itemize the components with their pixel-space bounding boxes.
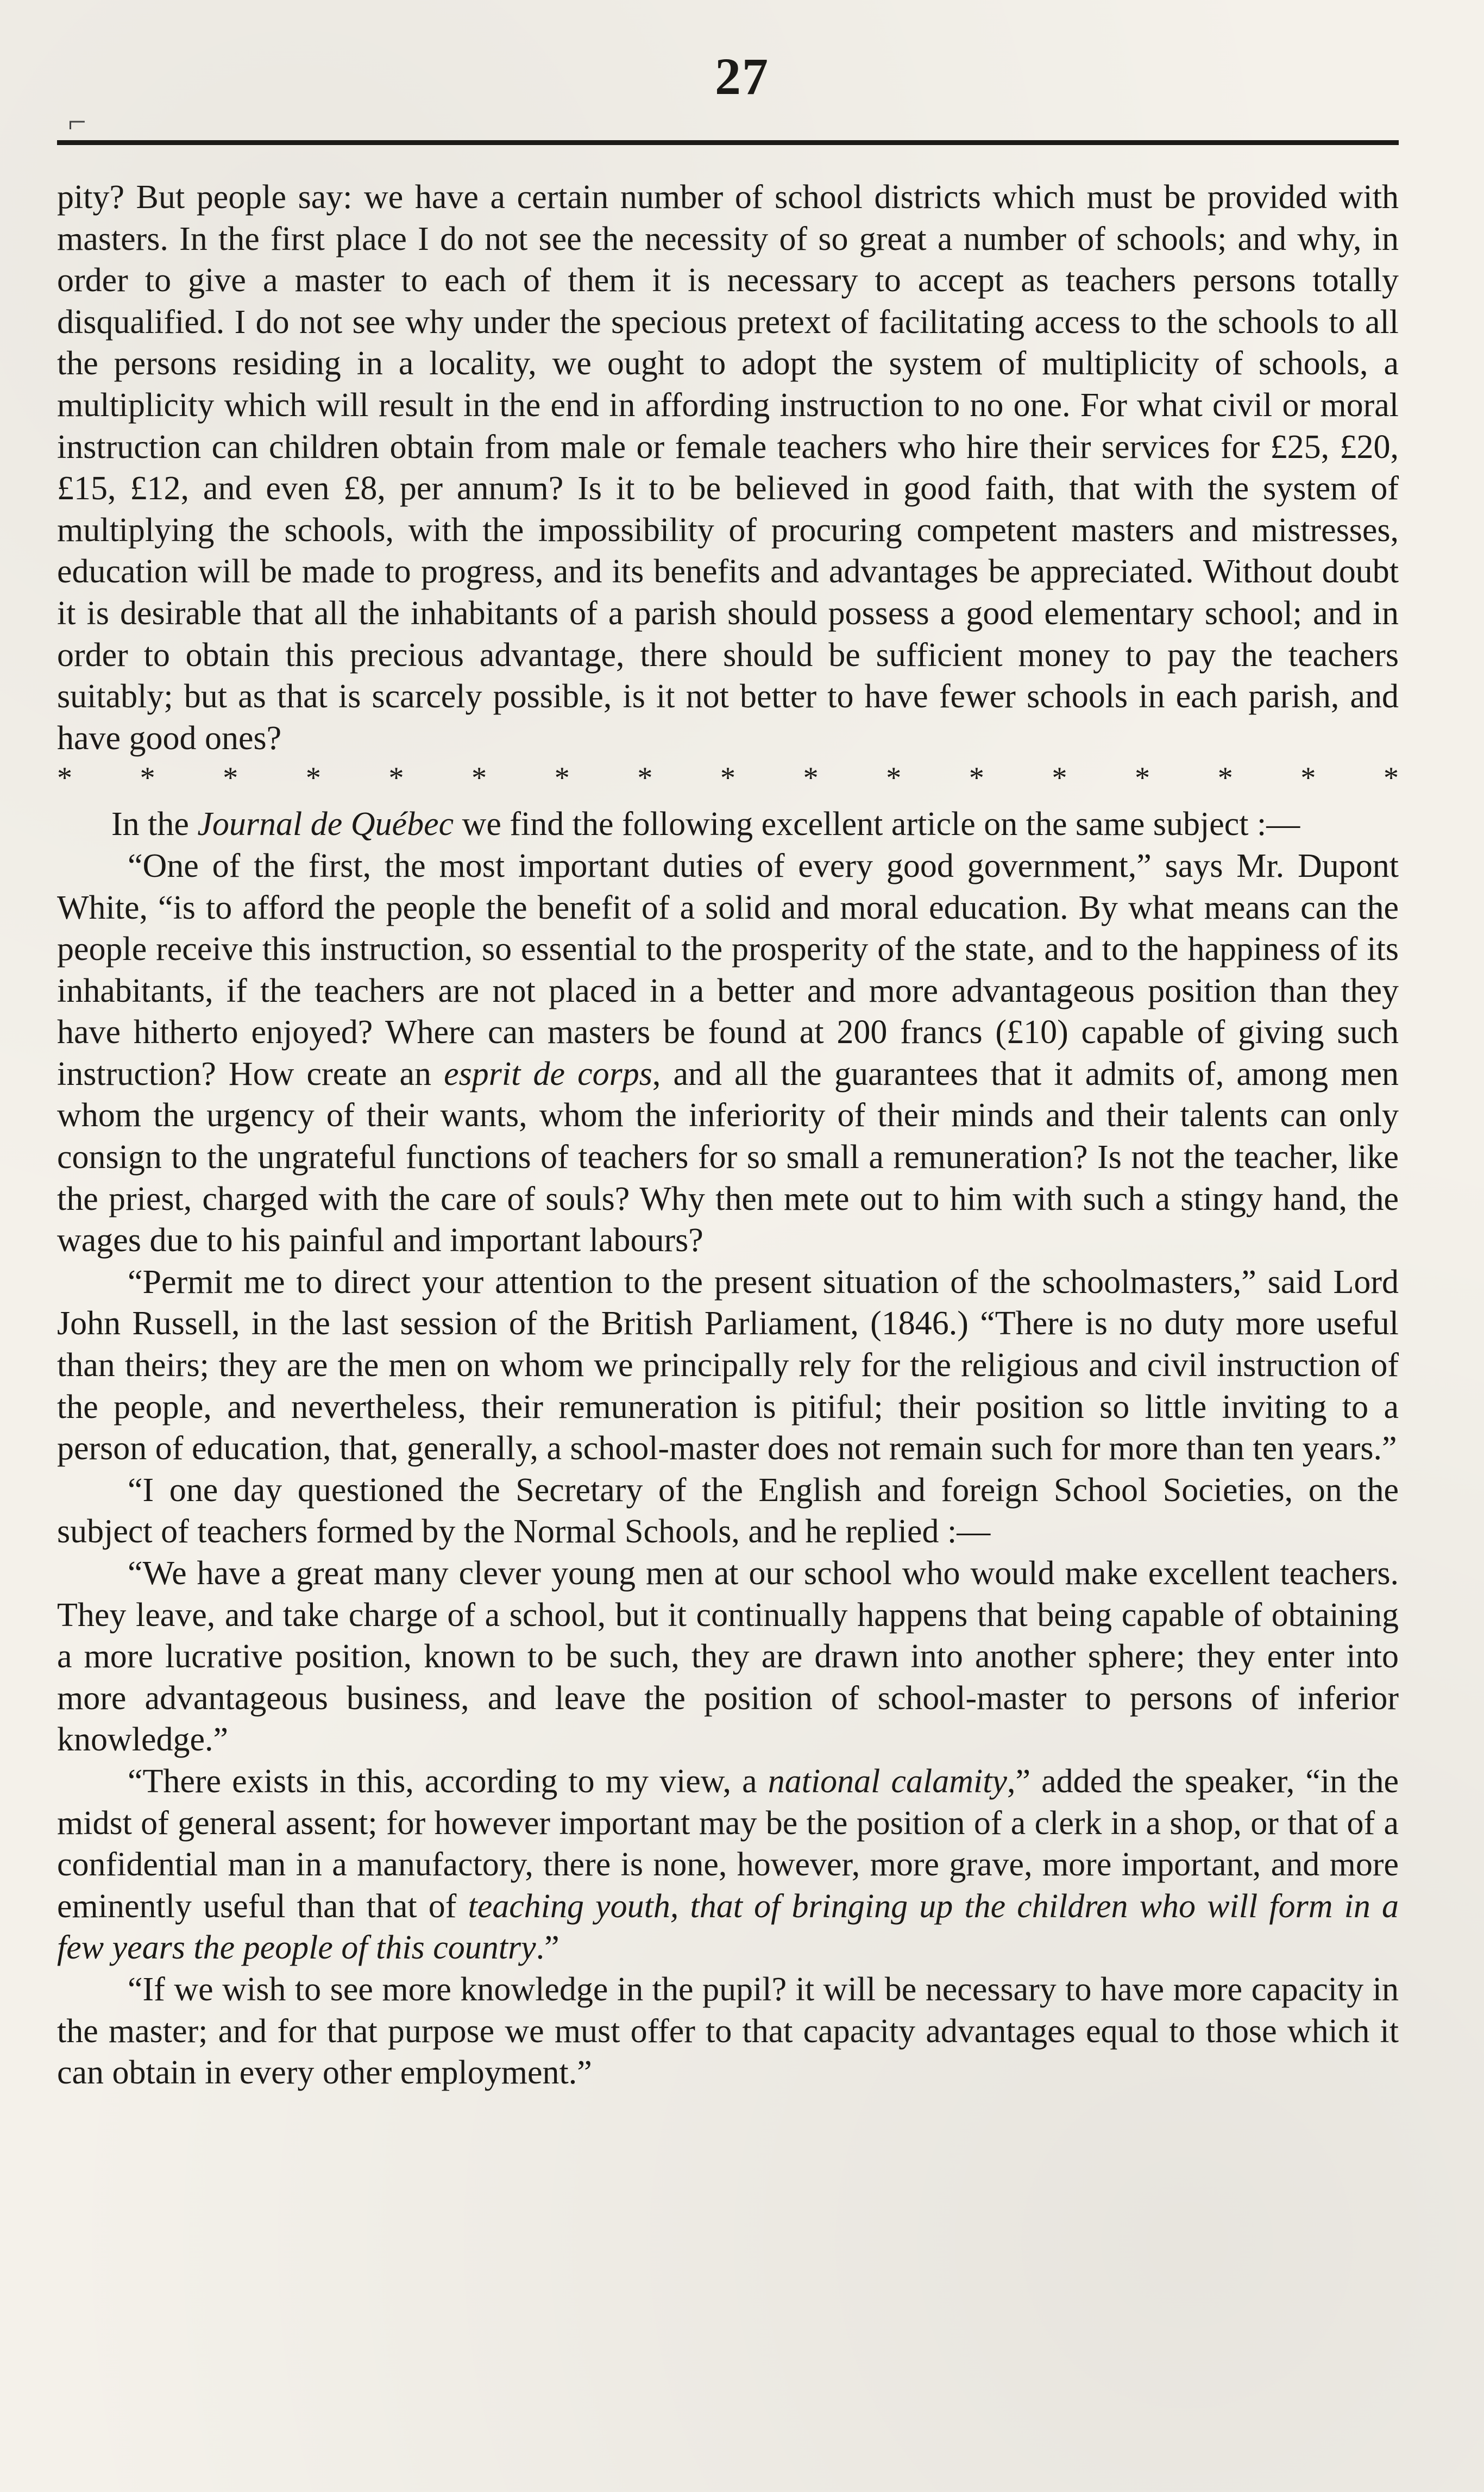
italic-phrase: teaching youth, that of bringing up the children who will form in a few years the people of this country xyxy=(57,1887,1399,1967)
text-run: we find the following excellent article on the same subject :— xyxy=(454,806,1300,843)
text-run: , and all the guarantees that it admits of, among men whom the urgency of their wants, whom the inferiority of their minds and their talents can only consign to the ungrateful functions of teachers for so small a remuneration? Is not the teacher, like the priest, charged with the care of souls? Why then mete out to him with such a stingy hand, the wages due to his painful and important labours? xyxy=(57,1055,1399,1259)
separator-star: * xyxy=(388,761,404,795)
separator-star: * xyxy=(140,761,155,795)
section-separator xyxy=(57,759,1399,804)
separator-star: * xyxy=(223,761,238,795)
separator-star: * xyxy=(637,761,653,795)
text-run: “One of the first, the most important duties of every good government,” says Mr. Dupont White, “is to afford the people the benefit of a solid and moral education. By what means can the people receive this instruction, so essential to the prosperity of the state, and to the happiness of its inhabitants, if the teachers are not placed in a better and more advantageous position than they have hitherto enjoyed? Where can masters be found at 200 francs (£10) capable of giving such instruction? How create an xyxy=(57,847,1399,1093)
text-run: ,” added the speaker, “in the midst of general assent; for however important may be the position of a clerk in a shop, or that of a confidential man in a manufactory, there is none, however, more grave, more important, and more eminently useful than that of xyxy=(57,1762,1399,1925)
separator-star: * xyxy=(969,761,984,795)
paragraph: “We have a great many clever young men at our school who would make excellent teachers. They leave, and take charge of a school, but it continually happens that being capable of obtaining a more lucrative position, known to be such, they are drawn into another sphere; they enter into more advantageous business, and leave the position of school-master to persons of inferior knowledge.” xyxy=(57,1555,1399,1759)
separator-star: * xyxy=(1052,761,1067,795)
separator-star: * xyxy=(886,761,902,795)
separator-star: * xyxy=(1217,761,1233,795)
paragraph: “Permit me to direct your attention to the present situation of the schoolmasters,” said Lord John Russell, in the last session of the British Parliament, (1846.) “There is no duty more useful than theirs; they are the men on whom we principally rely for the religious and civil instruction of the people, and nevertheless, their remuneration is pitiful; their position so little inviting to a person of education, that, generally, a school-master does not remain such for more than ten years.” xyxy=(57,1263,1399,1467)
italic-phrase: esprit de corps xyxy=(444,1055,652,1093)
paragraph xyxy=(57,1761,1399,1969)
paragraph xyxy=(57,845,1399,1261)
separator-star: * xyxy=(1135,761,1150,795)
body-text xyxy=(57,177,1399,2094)
italic-phrase: national calamity xyxy=(768,1762,1007,1800)
separator-star: * xyxy=(554,761,570,795)
separator-star: * xyxy=(305,761,321,795)
separator-star: * xyxy=(471,761,487,795)
separator-star: * xyxy=(1384,761,1399,795)
separator-star: * xyxy=(1300,761,1316,795)
separator-star: * xyxy=(803,761,819,795)
journal-title: Journal de Québec xyxy=(197,806,454,843)
paragraph: pity? But people say: we have a certain number of school districts which must be provided with masters. In the first place I do not see the necessity of so great a number of schools; and why, in order to give a master to each of them it is necessary to accept as teachers persons totally disqualified. I do not see why under the specious pretext of facilitating access to the schools to all the persons residing in a locality, we ought to adopt the system of multiplicity of schools, a multiplicity which will result in the end in affording instruction to no one. For what civil or moral instruction can children obtain from male or female teachers who hire their services for £25, £20, £15, £12, and even £8, per annum? Is it to be believed in good faith, that with the system of multiplying the schools, with the impossibility of procuring competent masters and mistresses, education will be made to progress, and its benefits and advantages be appreciated. Without doubt it is desirable that all the inhabitants of a parish should possess a good elementary school; and in order to obtain this precious advantage, there should be sufficient money to pay the teachers suitably; but as that is scarcely possible, is it not better to have fewer schools in each parish, and have good ones? xyxy=(57,179,1399,757)
text-run: .” xyxy=(536,1929,559,1967)
paragraph xyxy=(57,804,1399,845)
page-number: 27 xyxy=(715,47,769,105)
printer-mark: ⌐ xyxy=(68,104,86,140)
text-run: “There exists in this, according to my view, a xyxy=(128,1762,768,1800)
text-run: In the xyxy=(111,806,198,843)
paragraph: “If we wish to see more knowledge in the pupil? it will be necessary to have more capacity in the master; and for that purpose we must offer to that capacity advantages equal to those which it can obtain in every other employment.” xyxy=(57,1970,1399,2092)
header-rule xyxy=(57,140,1399,145)
paragraph: “I one day questioned the Secretary of the English and foreign School Societies, on the subject of teachers formed by the Normal Schools, and he replied :— xyxy=(57,1471,1399,1551)
separator-star: * xyxy=(57,761,72,795)
separator-star: * xyxy=(720,761,735,795)
